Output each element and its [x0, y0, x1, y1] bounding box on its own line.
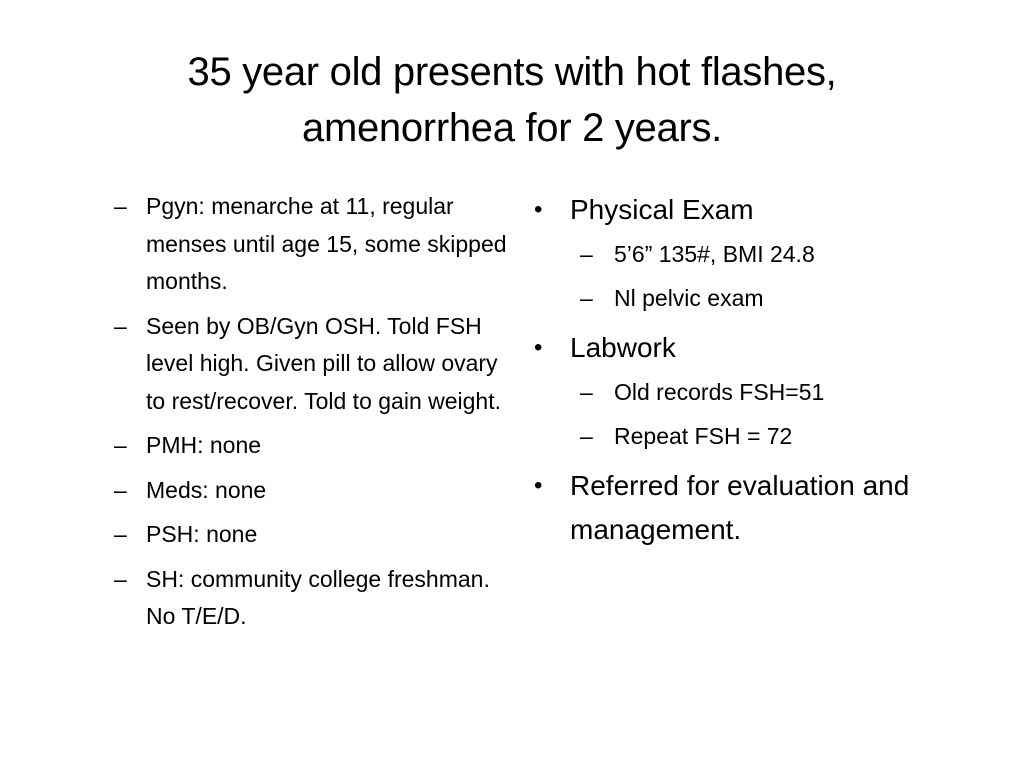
- list-item-sh: [110, 561, 510, 636]
- list-item-text: Meds: none: [146, 476, 267, 503]
- dash-marker: –: [114, 476, 127, 503]
- list-item-text: SH: community college freshman. No T/E/D.: [146, 565, 490, 629]
- sub-item-repeat-fsh: [570, 414, 950, 458]
- right-column: [530, 188, 950, 554]
- left-column: [110, 188, 510, 643]
- sub-item-vitals: [570, 232, 950, 276]
- list-item-text: PSH: none: [146, 521, 258, 547]
- dash-marker: –: [114, 521, 127, 547]
- bullet-label: Referred for evaluation and management.: [570, 470, 910, 545]
- bullet-label: Physical Exam: [570, 194, 754, 225]
- dash-marker: –: [580, 241, 593, 267]
- bullet-physical-exam: [530, 188, 950, 320]
- bullet-label: Labwork: [570, 332, 676, 363]
- dash-marker: –: [580, 423, 593, 449]
- list-item-pmh: [110, 427, 510, 465]
- sub-item-old-fsh: [570, 370, 950, 414]
- dash-marker: –: [580, 285, 593, 311]
- sub-item-text: 5’6” 135#, BMI 24.8: [614, 241, 815, 267]
- bullet-marker: •: [534, 334, 543, 361]
- sub-item-text: Nl pelvic exam: [614, 285, 764, 311]
- list-item-pgyn: [110, 188, 510, 301]
- title-line-2: amenorrhea for 2 years.: [302, 106, 722, 150]
- slide-title: [120, 44, 904, 156]
- list-item-obgyn: [110, 308, 510, 421]
- list-item-psh: [110, 516, 510, 554]
- history-list: [110, 188, 510, 636]
- sub-list: [570, 232, 950, 320]
- title-line-1: 35 year old presents with hot flashes,: [187, 50, 837, 94]
- dash-marker: –: [114, 432, 127, 458]
- bullet-labwork: [530, 326, 950, 458]
- sub-item-text: Old records FSH=51: [614, 379, 825, 405]
- exam-list: [530, 188, 950, 552]
- list-item-text: Pgyn: menarche at 11, regular menses until age 15, some skipped months.: [146, 193, 507, 294]
- dash-marker: –: [114, 312, 127, 339]
- list-item-text: Seen by OB/Gyn OSH. Told FSH level high. Given pill to allow ovary to rest/recover. Told to gain weight.: [146, 312, 501, 414]
- bullet-referred: [530, 464, 950, 552]
- sub-list: [570, 370, 950, 458]
- bullet-marker: •: [534, 472, 543, 499]
- list-item-text: PMH: none: [146, 432, 262, 458]
- sub-item-pelvic: [570, 276, 950, 320]
- sub-item-text: Repeat FSH = 72: [614, 423, 793, 449]
- dash-marker: –: [114, 565, 127, 592]
- bullet-marker: •: [534, 196, 543, 223]
- list-item-meds: [110, 472, 510, 510]
- dash-marker: –: [580, 379, 593, 405]
- dash-marker: –: [114, 193, 127, 219]
